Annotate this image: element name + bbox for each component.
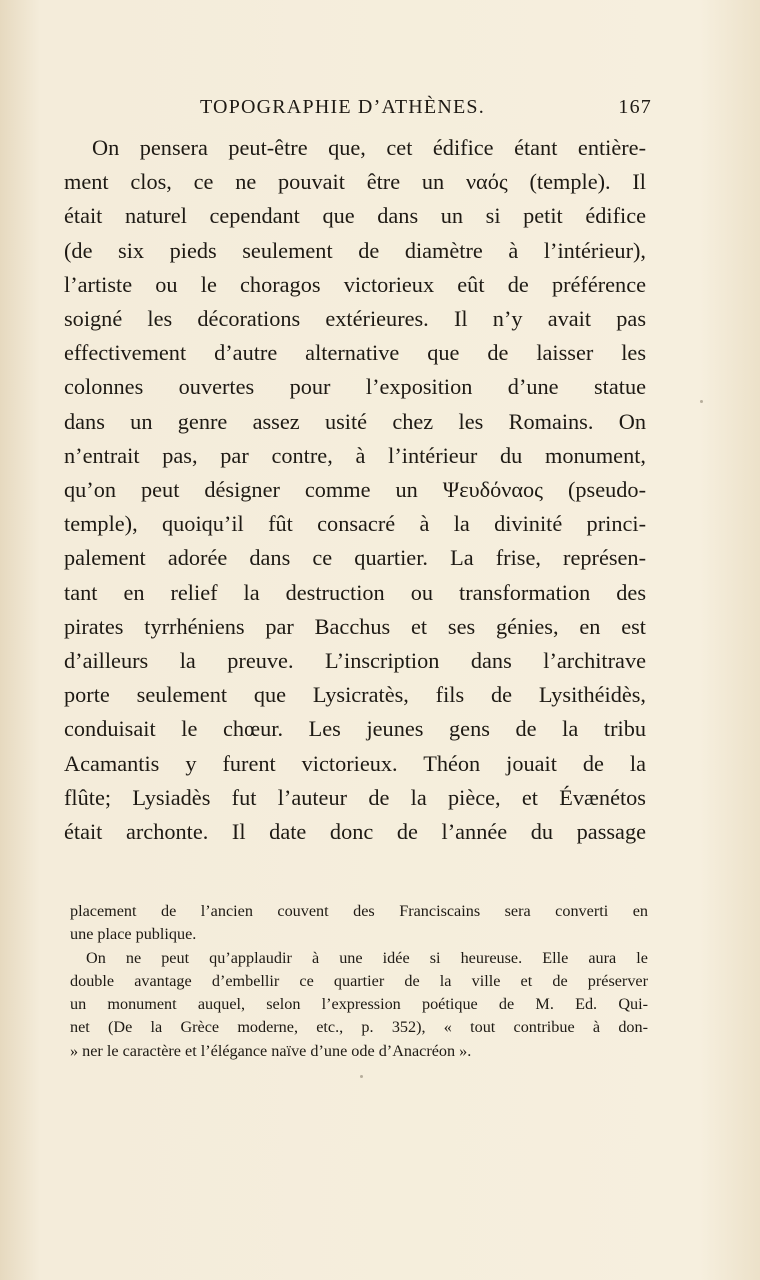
main-text-line: d’ailleurs la preuve. L’inscription dans l’architrave [64,648,646,674]
main-text-line: tant en relief la destruction ou transformation des [64,579,646,605]
main-text-line: n’entrait pas, par contre, à l’intérieur du monument, [64,442,646,468]
footnote-line: » ner le caractère et l’élégance naïve d’une ode d’Anacréon ». [70,1041,472,1060]
main-text-line: était archonte. Il date donc de l’année du passage [64,819,646,845]
main-text-line: flûte; Lysiadès fut l’auteur de la pièce, et Évænétos [64,784,646,810]
footnote-line: un monument auquel, selon l’expression poétique de M. Ed. Qui- [70,995,648,1014]
main-text-line: pirates tyrrhéniens par Bacchus et ses génies, en est [64,613,646,639]
main-text-line: colonnes ouvertes pour l’exposition d’une statue [64,374,646,400]
main-text-line: (de six pieds seulement de diamètre à l’intérieur), [64,237,646,263]
ink-speck [360,1075,363,1078]
main-text-line: était naturel cependant que dans un si petit édifice [64,203,646,229]
main-text-line: ment clos, ce ne pouvait être un ναός (temple). Il [64,169,646,195]
main-text-line: soigné les décorations extérieures. Il n’y avait pas [64,306,646,332]
footnote-block [70,900,648,1063]
main-text-line: Acamantis y furent victorieux. Théon jouait de la [64,750,646,776]
main-text-line: qu’on peut désigner comme un Ψευδόναος (pseudo- [64,477,646,503]
main-text-line: palement adorée dans ce quartier. La frise, représen- [64,545,646,571]
ink-speck [700,400,703,403]
main-text-body [64,131,646,849]
footnote-line: double avantage d’embellir ce quartier de la ville et de préserver [70,971,648,990]
running-title: TOPOGRAPHIE D’ATHÈNES. [200,96,485,118]
page-number: 167 [618,96,652,118]
footnote-line: placement de l’ancien couvent des Franciscains sera converti en [70,902,648,920]
footnote-line: une place publique. [70,925,197,944]
main-text-line: porte seulement que Lysicratès, fils de Lysithéidès, [64,682,646,708]
main-text-line: dans un genre assez usité chez les Romains. On [64,408,646,434]
main-text-line: effectivement d’autre alternative que de laisser les [64,340,646,366]
footnote-line: net (De la Grèce moderne, etc., p. 352), « tout contribue à don- [70,1018,648,1037]
main-text-line: l’artiste ou le choragos victorieux eût de préférence [64,271,646,297]
main-text-line: On pensera peut-être que, cet édifice étant entière- [92,135,646,160]
footnote-line: On ne peut qu’applaudir à une idée si heureuse. Elle aura le [86,948,648,967]
main-text-line: conduisait le chœur. Les jeunes gens de la tribu [64,716,646,742]
main-text-line: temple), quoiqu’il fût consacré à la divinité princi- [64,511,646,537]
